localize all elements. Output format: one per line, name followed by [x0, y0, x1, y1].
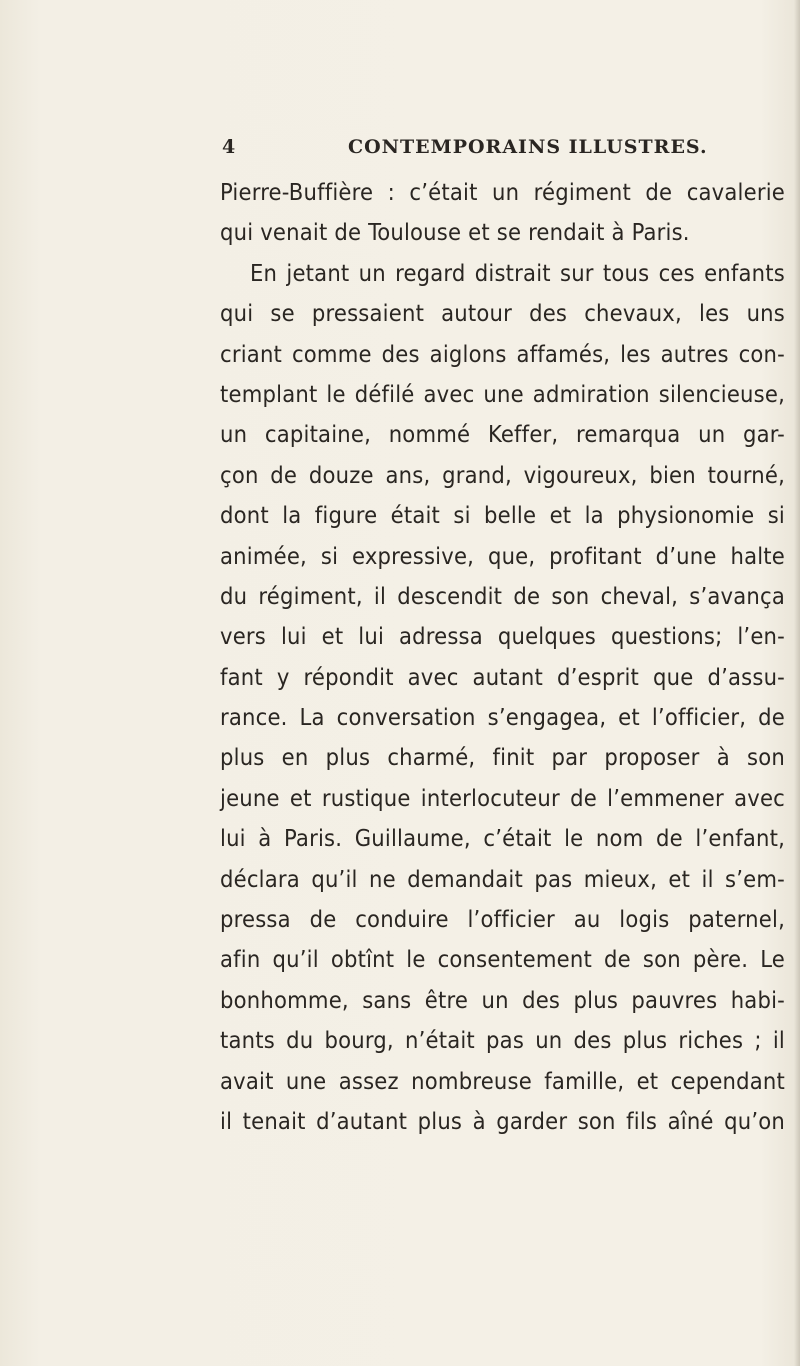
text-line: animée, si expressive, que, profitant d’une halte — [220, 541, 785, 570]
text-line: lui à Paris. Guillaume, c’était le nom de l’enfant, — [220, 824, 785, 853]
text-line: En jetant un regard distrait sur tous ces enfants — [250, 258, 785, 287]
text-line: déclara qu’il ne demandait pas mieux, et il s’em- — [220, 864, 785, 893]
body-text — [220, 172, 785, 1141]
text-line: vers lui et lui adressa quelques questions; l’en- — [220, 622, 785, 651]
text-line: afin qu’il obtînt le consentement de son père. Le — [220, 945, 785, 974]
text-line: qui venait de Toulouse et se rendait à Paris. — [220, 218, 690, 247]
running-title: CONTEMPORAINS ILLUSTRES. — [348, 136, 708, 158]
text-line: fant y répondit avec autant d’esprit que d’assu- — [220, 662, 785, 691]
page-edge-shadow — [794, 0, 800, 1366]
text-line: templant le défilé avec une admiration silencieuse, — [220, 379, 785, 408]
text-line: Pierre-Buffière : c’était un régiment de cavalerie — [220, 178, 785, 206]
text-line: criant comme des aiglons affamés, les autres con- — [220, 339, 785, 368]
text-line: qui se pressaient autour des chevaux, les uns — [220, 299, 785, 328]
text-line: avait une assez nombreuse famille, et cependant — [220, 1066, 785, 1095]
text-line: bonhomme, sans être un des plus pauvres habi- — [220, 985, 785, 1014]
text-line: çon de douze ans, grand, vigoureux, bien tourné, — [220, 460, 785, 489]
page-number: 4 — [222, 136, 237, 158]
text-line: du régiment, il descendit de son cheval, s’avança — [220, 581, 785, 610]
text-line: un capitaine, nommé Keffer, remarqua un gar- — [220, 420, 785, 449]
text-line: pressa de conduire l’officier au logis paternel, — [220, 905, 785, 934]
running-header — [222, 136, 782, 166]
text-line: plus en plus charmé, finit par proposer à son — [220, 743, 785, 772]
text-line: dont la figure était si belle et la physionomie si — [220, 501, 785, 530]
text-line: il tenait d’autant plus à garder son fils aîné qu’on — [220, 1106, 785, 1135]
text-line: jeune et rustique interlocuteur de l’emmener avec — [220, 783, 785, 812]
text-line: tants du bourg, n’était pas un des plus riches ; il — [220, 1026, 785, 1055]
text-line: rance. La conversation s’engagea, et l’officier, de — [220, 703, 785, 732]
